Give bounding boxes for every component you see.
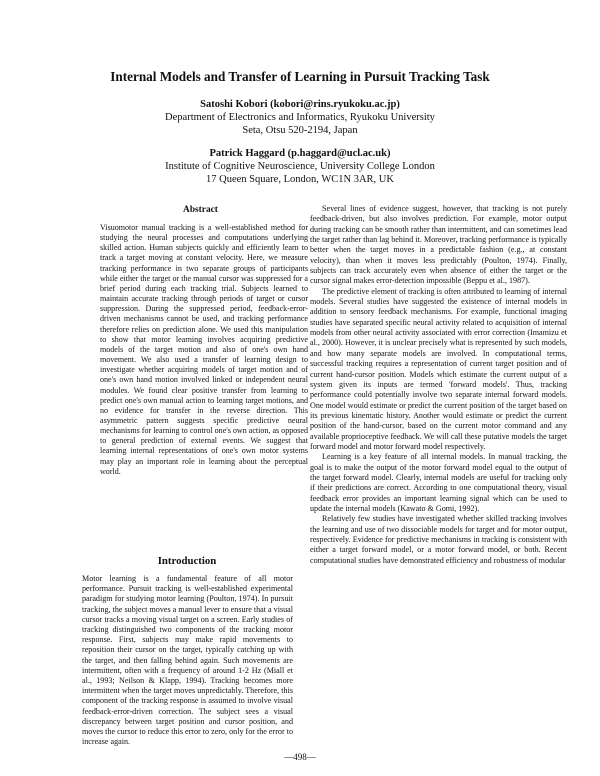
right-column <box>310 204 567 566</box>
body-paragraph-1: Several lines of evidence suggest, however, that tracking is not purely feedback-driven, but also involves prediction. For example, motor output during tracking can be smooth rather than intermittent, and can sometimes lead the target rather than lag behind it. Moreover, tracking performance is typically better when the target moves in a predictable fashion (e.g., at constant velocity), than when it moves less predictably (Poulton, 1974). Finally, subjects can track accurately even when absence of either the target or the cursor signal makes error-detection impossible (Beppu et al., 1987). <box>310 204 567 286</box>
body-paragraph-4: Relatively few studies have investigated whether skilled tracking involves the learning and use of two dissociable models for target and for motor output, respectively. Evidence for predictive mechanisms in tracking is consistent with either a target forward model, or a motor forward model, or both. Recent computational studies have demonstrated efficiency and robustness of modular <box>310 514 567 565</box>
body-paragraph-3: Learning is a key feature of all internal models. In manual tracking, the goal is to make the output of the motor forward model equal to the output of the target forward model. Clearly, internal models are useful for tracking only if their predictions are correct. According to one computational theory, visual feedback error provides an important learning signal which can be used to update the internal models (Kawato & Gomi, 1992). <box>310 452 567 513</box>
author-address: 17 Queen Square, London, WC1N 3AR, UK <box>206 174 394 186</box>
page-number: —498— <box>284 752 316 762</box>
abstract-heading: Abstract <box>183 205 218 215</box>
author-name: Patrick Haggard (p.haggard@ucl.ac.uk) <box>209 148 391 159</box>
abstract-section <box>82 204 319 477</box>
author-block-1 <box>90 98 510 138</box>
abstract-paragraph: Visuomotor manual tracking is a well-established method for studying the neural processes and computations underlying skilled action. Human subjects quickly and efficiently learn to track a target moving at constant velocity. Here, we measure tracking performance in two separate groups of participants while either the target or the manual cursor was suppressed for a brief period during each tracking trial. Subjects learned to maintain accurate tracking through periods of target or cursor suppression. During the suppressed period, feedback-error-driven mechanisms cannot be used, and tracking performance therefore relies on prediction alone. We used this manipulation to show that motor learning involves acquiring predictive models of the target motion and also of one's own hand movement. We also used a transfer of learning design to investigate whether acquiring models of target motion and of one's own hand motion involved linked or independent neural modules. We found clear positive transfer from learning to predict one's own manual action to learning target motions, and no evidence for transfer in the reverse direction. This asymmetric pattern suggests specific predictive neural mechanisms for learning to control one's own action, as opposed to general prediction of external events. We suggest that learning internal representations of one's own motor systems may play an important role in learning about the perceptual world. <box>100 223 308 476</box>
author-name: Satoshi Kobori (kobori@rins.ryukoku.ac.jp) <box>200 99 400 110</box>
author-affiliation: Institute of Cognitive Neuroscience, University College London <box>165 161 435 173</box>
introduction-heading: Introduction <box>157 555 217 567</box>
author-affiliation: Department of Electronics and Informatics, Ryukoku University <box>165 112 435 124</box>
abstract-text <box>100 223 308 477</box>
author-address: Seta, Otsu 520-2194, Japan <box>242 125 358 137</box>
introduction-text <box>82 574 293 747</box>
author-block-2 <box>90 147 510 187</box>
body-paragraph-2: The predictive element of tracking is often attributed to learning of internal models. Several studies have suggested the existence of internal models in addition to sensory feedback mechanisms. For example, functional imaging studies have separated specific neural activity related to acquisition of internal models from other neural activity associated with error correction (Imamizu et al., 2000). However, it is unclear precisely what is represented by such models, and how many separate models are involved. In computational terms, successful tracking requires a representation of current target position and of current hand-cursor position. Models which estimate the current output of a system given its inputs are termed 'forward models'. Thus, tracking performance could potentially involve two separate internal forward models. One model would estimate or predict the current position of the target based on its previous kinematic history. Another would estimate or predict the current position of the hand-cursor, based on the current motor command and any available proprioceptive feedback. We will call these putative models the target forward model and motor forward model respectively. <box>310 286 567 451</box>
intro-paragraph-1: Motor learning is a fundamental feature of all motor performance. Pursuit tracking is well-established experimental paradigm for studying motor learning (Poulton, 1974). In pursuit tracking, the subject moves a manual lever to ensure that a visual cursor tracks a moving visual target on a screen. Early studies of tracking distinguished two components of the tracking motor response. First, subjects may make rapid movements to reposition their cursor on the target, typically catching up with the target, and then falling behind again. Such movements are intermittent, often with a frequency of around 1-2 Hz (Miall et al., 1993; Neilson & Klapp, 1994). Tracking becomes more intermittent when the target moves unpredictably. Therefore, this component of the tracking response is assumed to involve visual feedback-error-driven correction. The subject sees a visual discrepancy between target position and cursor position, and moves the cursor to reduce this error to zero, only for the error to increase again. <box>82 574 293 747</box>
paper-title: Internal Models and Transfer of Learning in Pursuit Tracking Task <box>110 69 490 84</box>
